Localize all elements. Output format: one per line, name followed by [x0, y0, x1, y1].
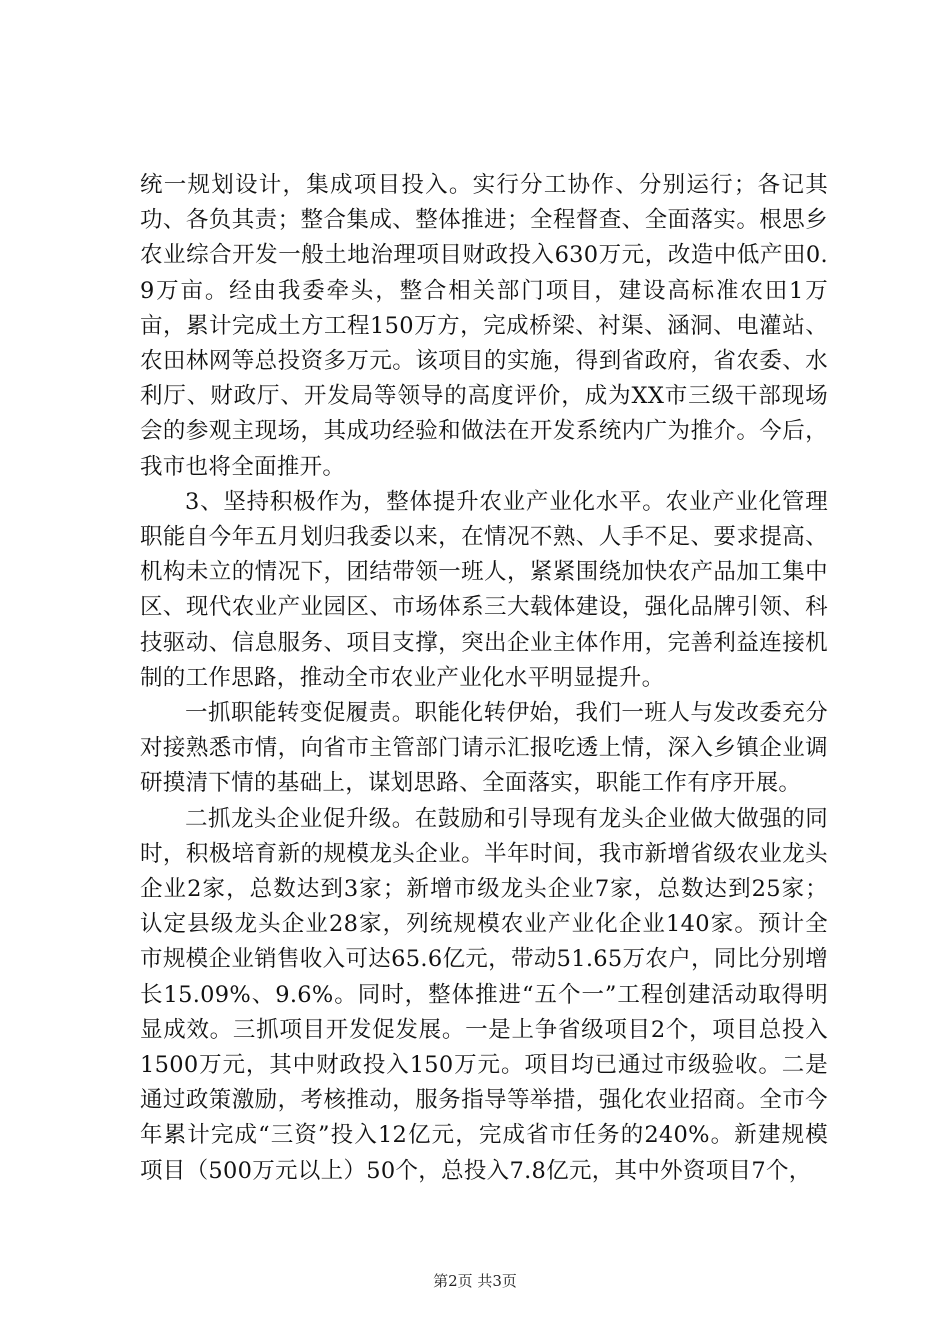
paragraph-function-transition: 一抓职能转变促履责。职能化转伊始，我们一班人与发改委充分对接熟悉市情，向省市主管部门请示汇报吃透上情，深入乡镇企业调研摸清下情的基础上，谋划思路、全面落实，职能工作有序开展。 — [140, 700, 828, 797]
page-footer: 第2页 共3页 — [433, 1272, 517, 1290]
paragraph-industrialization: 3、坚持积极作为，整体提升农业产业化水平。农业产业化管理职能自今年五月划归我委以来，在情况不熟、人手不足、要求提高、机构未立的情况下，团结带领一班人，紧紧围绕加快农产品加工集中区、现代农业产业园区、市场体系三大载体建设，强化品牌引领、科技驱动、信息服务、项目支撑，突出企业主体作用，完善利益连接机制的工作思路，推动全市农业产业化水平明显提升。 — [140, 488, 828, 691]
document-body — [140, 168, 828, 1189]
paragraph-leading-enterprises: 二抓龙头企业促升级。在鼓励和引导现有龙头企业做大做强的同时，积极培育新的规模龙头企业。半年时间，我市新增省级农业龙头企业2家，总数达到3家；新增市级龙头企业7家，总数达到25家；认定县级龙头企业28家，列统规模农业产业化企业140家。预计全市规模企业销售收入可达65.6亿元，带动51.65万农户，同比分别增长15.09%、9.6%。同时，整体推进“五个一”工程创建活动取得明显成效。三抓项目开发促发展。一是上争省级项目2个，项目总投入1500万元，其中财政投入150万元。项目均已通过市级验收。二是通过政策激励，考核推动，服务指导等举措，强化农业招商。全市今年累计完成“三资”投入12亿元，完成省市任务的240%。新建规模项目（500万元以上）50个，总投入7.8亿元，其中外资项目7个， — [140, 805, 828, 1184]
paragraph-project-investment: 统一规划设计，集成项目投入。实行分工协作、分别运行；各记其功、各负其责；整合集成、整体推进；全程督查、全面落实。根思乡农业综合开发一般土地治理项目财政投入630万元，改造中低产田0.9万亩。经由我委牵头，整合相关部门项目，建设高标准农田1万亩，累计完成土方工程150万方，完成桥梁、衬渠、涵洞、电灌站、农田林网等总投资多万元。该项目的实施，得到省政府，省农委、水利厅、财政厅、开发局等领导的高度评价，成为XX市三级干部现场会的参观主现场，其成功经验和做法在开发系统内广为推介。今后，我市也将全面推开。 — [140, 172, 828, 480]
